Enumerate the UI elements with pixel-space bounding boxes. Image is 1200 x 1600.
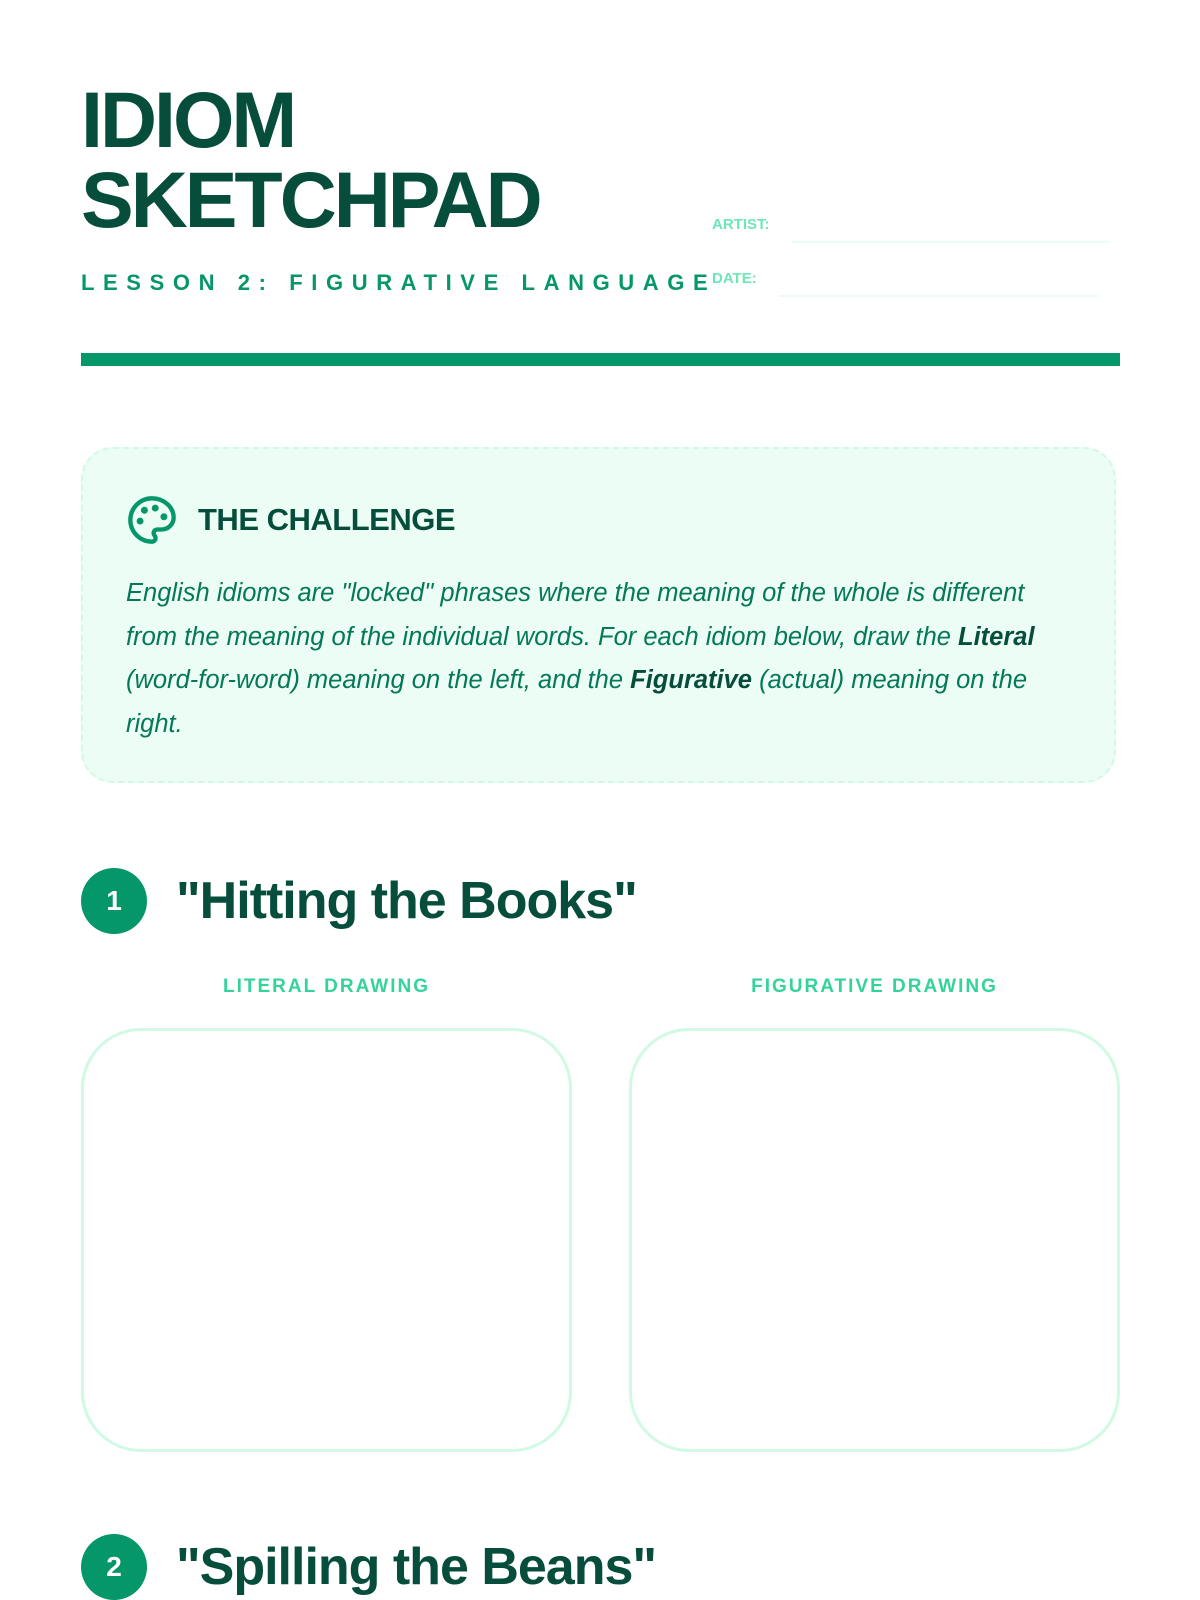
- date-line: [779, 295, 1099, 297]
- challenge-text-2: (word-for-word) meaning on the left, and the: [126, 666, 631, 694]
- challenge-text-3: (actual) meaning on the right.: [126, 666, 1027, 738]
- challenge-text-1: English idioms are "locked" phrases where the meaning of the whole is different from the meaning of the individual words. For each idiom below, draw the: [126, 579, 1025, 651]
- challenge-box: [81, 447, 1116, 783]
- lesson-subtitle: LESSON 2: FIGURATIVE LANGUAGE: [81, 270, 717, 295]
- idiom-1-title: "Hitting the Books": [176, 872, 637, 930]
- literal-drawing-area[interactable]: [81, 1028, 572, 1452]
- figurative-drawing-label: FIGURATIVE DRAWING: [751, 976, 998, 997]
- page-title: [81, 75, 540, 244]
- idiom-2-number-badge: 2: [81, 1534, 147, 1600]
- literal-drawing-label: LITERAL DRAWING: [223, 976, 430, 997]
- idiom-1-number-badge: 1: [81, 868, 147, 934]
- idiom-2-header: [81, 1534, 656, 1600]
- title-line-2: SKETCHPAD: [81, 155, 540, 244]
- palette-icon: [126, 494, 178, 546]
- date-label: DATE:: [712, 270, 757, 287]
- challenge-title: THE CHALLENGE: [198, 502, 455, 537]
- figurative-drawing-area[interactable]: [629, 1028, 1120, 1452]
- header-divider: [81, 353, 1120, 366]
- literal-emphasis: Literal: [958, 622, 1035, 651]
- title-line-1: IDIOM: [81, 75, 295, 164]
- figurative-emphasis: Figurative: [630, 666, 752, 694]
- artist-field: [712, 216, 1110, 233]
- challenge-text: [126, 572, 1066, 746]
- date-field: [712, 270, 1099, 287]
- idiom-2-title: "Spilling the Beans": [176, 1538, 657, 1596]
- artist-label: ARTIST:: [712, 216, 770, 233]
- challenge-header: [126, 494, 455, 546]
- artist-line: [792, 241, 1110, 243]
- idiom-1-header: [81, 868, 637, 934]
